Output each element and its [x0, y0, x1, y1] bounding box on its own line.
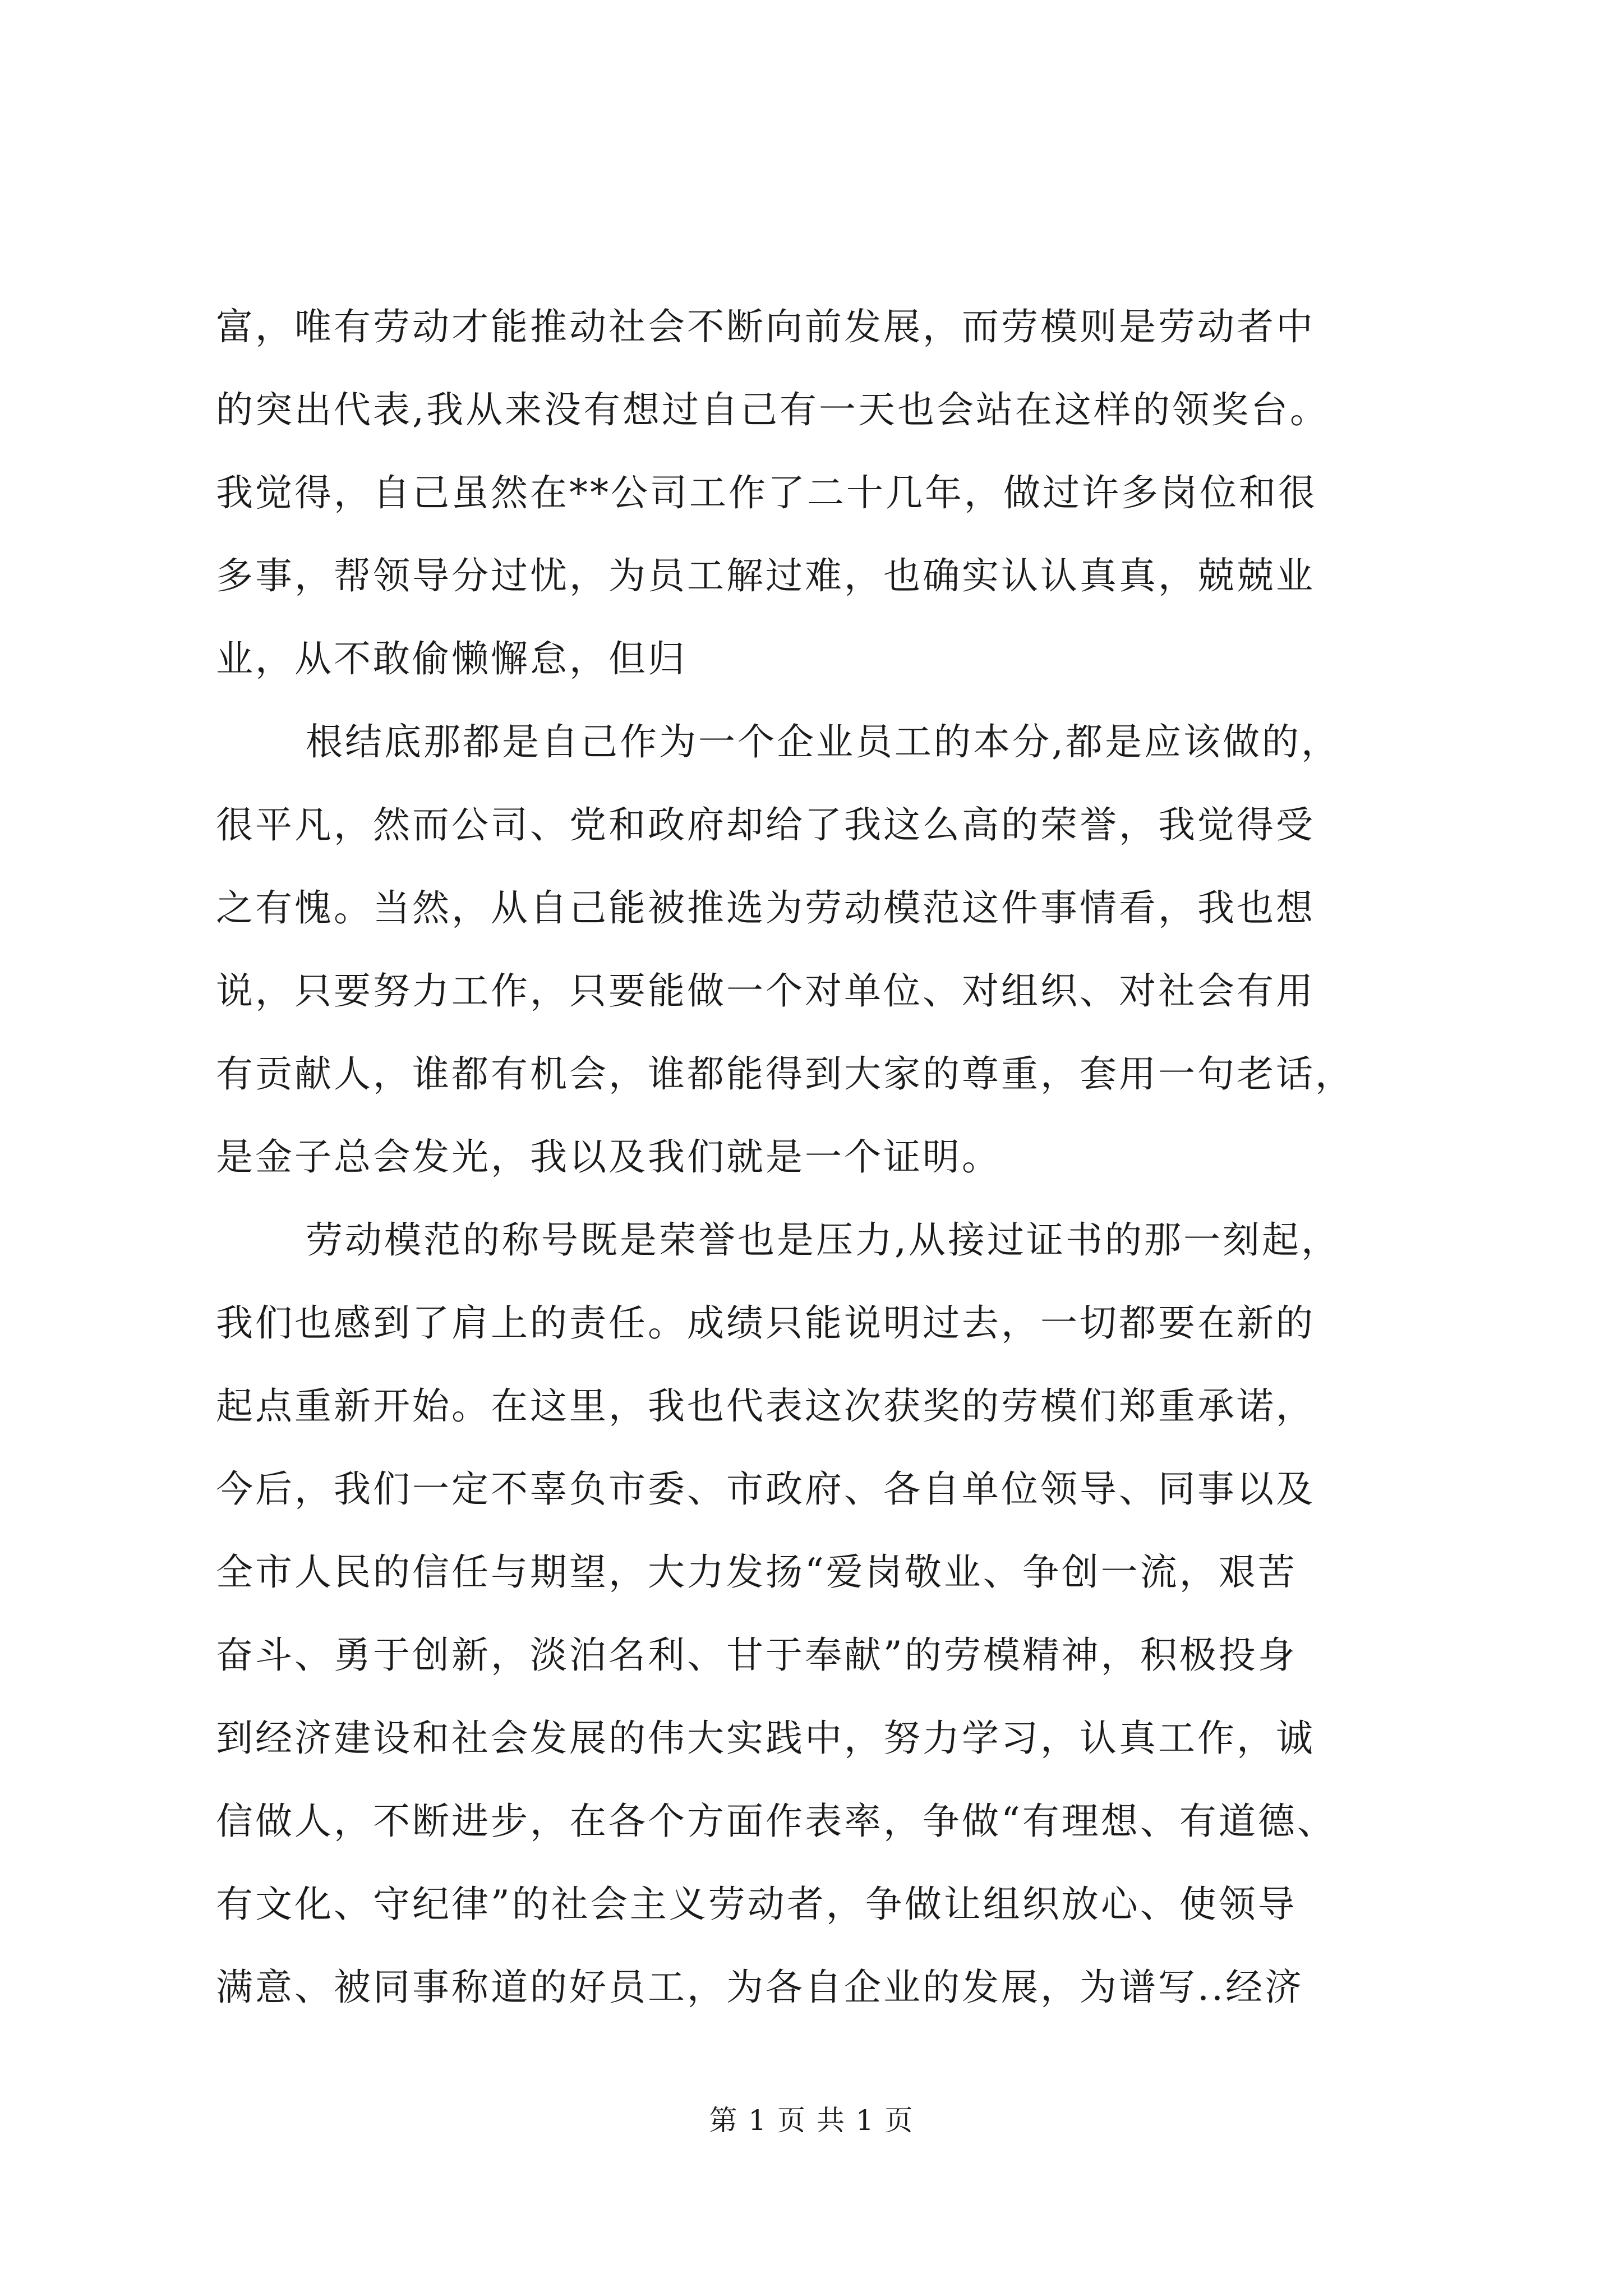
- text-line: 的突出代表,我从来没有想过自己有一天也会站在这样的领奖台。: [216, 388, 1329, 431]
- text-line: 富，唯有劳动才能推动社会不断向前发展，而劳模则是劳动者中: [216, 305, 1315, 348]
- text-line: 我觉得，自己虽然在**公司工作了二十几年，做过许多岗位和很: [216, 471, 1317, 514]
- text-line: 满意、被同事称道的好员工，为各自企业的发展，为谱写..经济: [216, 1966, 1304, 2009]
- text-line: 奋斗、勇于创新，淡泊名利、甘于奉献”的劳模精神，积极投身: [216, 1634, 1297, 1677]
- text-line: 今后，我们一定不辜负市委、市政府、各自单位领导、同事以及: [216, 1467, 1315, 1511]
- text-line: 多事，帮领导分过忧，为员工解过难，也确实认认真真，兢兢业: [216, 554, 1315, 597]
- text-line: 起点重新开始。在这里，我也代表这次获奖的劳模们郑重承诺，: [216, 1384, 1315, 1428]
- text-line: 我们也感到了肩上的责任。成绩只能说明过去，一切都要在新的: [216, 1301, 1315, 1345]
- text-line: 有贡献人，谁都有机会，谁都能得到大家的尊重，套用一句老话，: [216, 1052, 1354, 1096]
- text-line: 之有愧。当然，从自己能被推选为劳动模范这件事情看，我也想: [216, 886, 1315, 930]
- text-line: 有文化、守纪律”的社会主义劳动者，争做让组织放心、使领导: [216, 1883, 1297, 1926]
- text-line: 全市人民的信任与期望，大力发扬“爱岗敬业、争创一流，艰苦: [216, 1550, 1297, 1594]
- text-line: 很平凡，然而公司、党和政府却给了我这么高的荣誉，我觉得受: [216, 803, 1315, 846]
- text-line: 到经济建设和社会发展的伟大实践中，努力学习，认真工作，诚: [216, 1717, 1315, 1760]
- text-line: 劳动模范的称号既是荣誉也是压力,从接过证书的那一刻起，: [306, 1218, 1340, 1262]
- text-line: 说，只要努力工作，只要能做一个对单位、对组织、对社会有用: [216, 969, 1315, 1013]
- page-number-footer: 第 1 页 共 1 页: [709, 2104, 914, 2137]
- text-line: 根结底那都是自己作为一个企业员工的本分,都是应该做的，: [306, 720, 1340, 763]
- text-line: 是金子总会发光，我以及我们就是一个证明。: [216, 1135, 1001, 1179]
- text-line: 信做人，不断进步，在各个方面作表率，争做“有理想、有道德、: [216, 1800, 1336, 1843]
- text-line: 业，从不敢偷懒懈怠，但归: [216, 637, 687, 680]
